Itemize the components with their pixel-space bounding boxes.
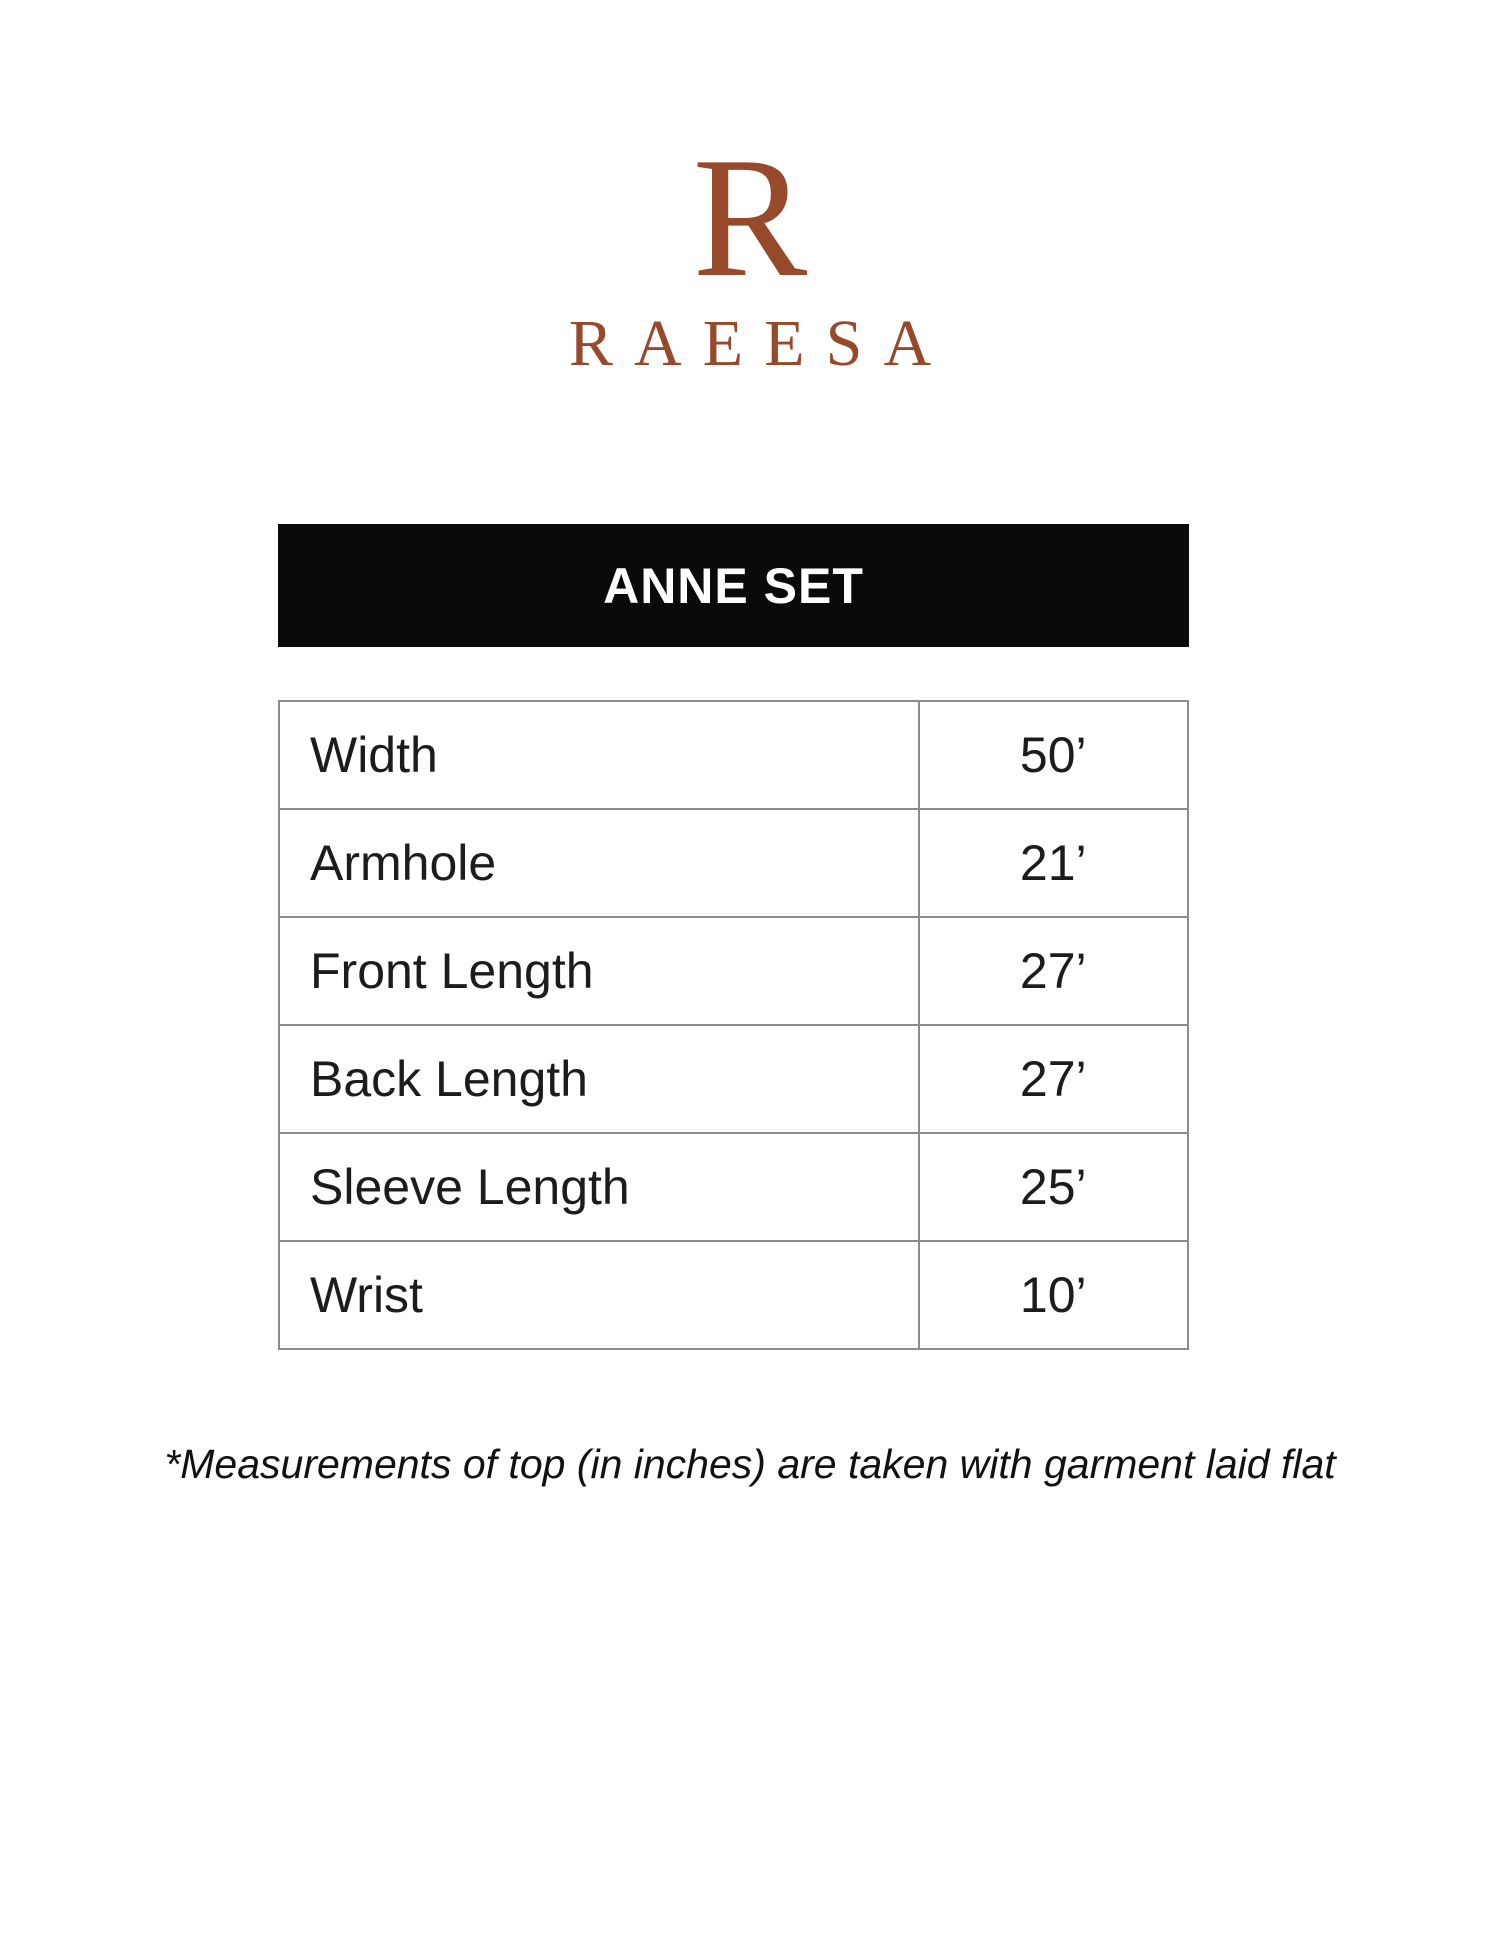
measurements-table-wrap (278, 700, 1189, 1350)
measurement-value: 50’ (919, 701, 1188, 809)
measurement-label: Width (279, 701, 919, 809)
measurement-label: Armhole (279, 809, 919, 917)
table-row (279, 1025, 1188, 1133)
brand-monogram: R (692, 123, 808, 313)
measurement-value: 21’ (919, 809, 1188, 917)
measurement-value: 27’ (919, 917, 1188, 1025)
product-title-banner (278, 524, 1189, 647)
table-row (279, 1241, 1188, 1349)
table-row (279, 701, 1188, 809)
measurement-label: Front Length (279, 917, 919, 1025)
measurement-value: 10’ (919, 1241, 1188, 1349)
brand-wordmark: RAEESA (568, 307, 953, 380)
table-row (279, 917, 1188, 1025)
measurement-footnote: *Measurements of top (in inches) are taken with garment laid flat (164, 1441, 1336, 1487)
table-row (279, 1133, 1188, 1241)
product-title: ANNE SET (603, 557, 864, 614)
measurement-label: Back Length (279, 1025, 919, 1133)
measurements-table (278, 700, 1189, 1350)
measurement-value: 27’ (919, 1025, 1188, 1133)
measurement-value: 25’ (919, 1133, 1188, 1241)
measurement-label: Wrist (279, 1241, 919, 1349)
measurement-label: Sleeve Length (279, 1133, 919, 1241)
table-row (279, 809, 1188, 917)
